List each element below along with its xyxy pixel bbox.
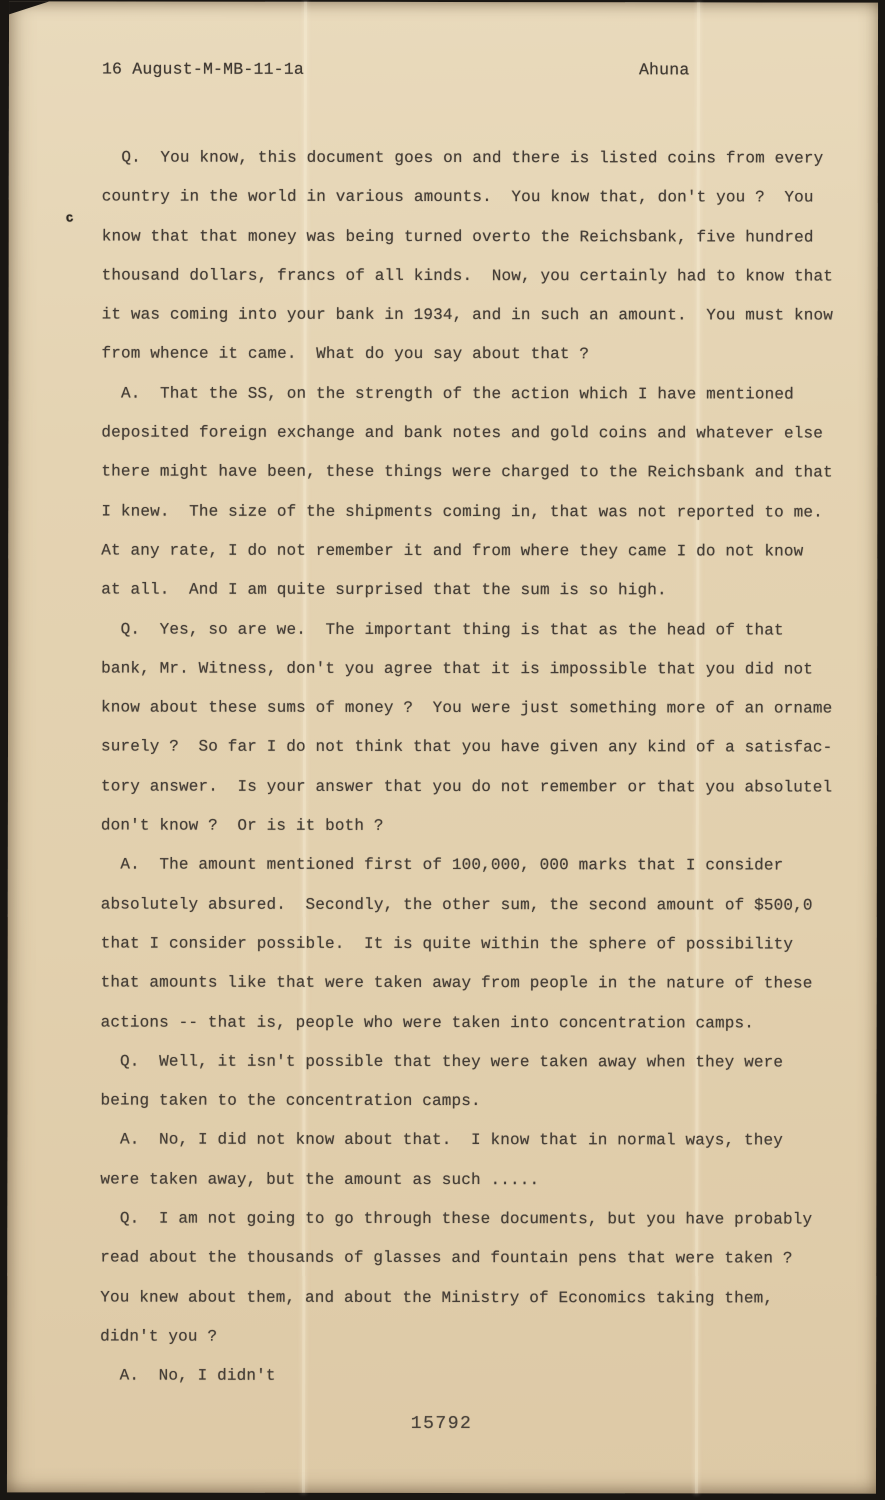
transcript-line: Q. Well, it isn't possible that they were taken away when they were bbox=[100, 1052, 784, 1072]
paper-page bbox=[7, 1, 878, 1493]
transcript-line: there might have been, these things were charged to the Reichsbank and that bbox=[101, 462, 833, 482]
transcript-line: tory answer. Is your answer that you do not remember or that you absolutel bbox=[100, 777, 833, 797]
transcript-line: Q. I am not going to go through these documents, but you have probably bbox=[100, 1209, 813, 1229]
transcript-line: that I consider possible. It is quite within the sphere of possibility bbox=[100, 934, 794, 954]
transcript-line: were taken away, but the amount as such ..... bbox=[100, 1170, 540, 1189]
transcript-line: at all. And I am quite surprised that the sum is so high. bbox=[101, 580, 667, 600]
corner-shadow bbox=[9, 1, 49, 14]
transcript-line: A. That the SS, on the strength of the action which I have mentioned bbox=[101, 384, 794, 404]
transcript-line: read about the thousands of glasses and fountain pens that were taken ? bbox=[100, 1248, 793, 1268]
page-header bbox=[102, 60, 878, 80]
transcript-line: thousand dollars, francs of all kinds. Now, you certainly had to know that bbox=[101, 266, 834, 286]
transcript-line: absolutely absured. Secondly, the other sum, the second amount of $500,0 bbox=[100, 895, 813, 915]
reporter-name: Ahuna bbox=[638, 60, 690, 80]
transcript-line: A. The amount mentioned first of 100,000, 000 marks that I consider bbox=[100, 855, 784, 875]
transcript-line: Q. You know, this document goes on and there is listed coins from every bbox=[101, 148, 824, 168]
transcript-line: know about these sums of money ? You were just something more of an orname bbox=[101, 698, 833, 718]
transcript-line: it was coming into your bank in 1934, and in such an amount. You must know bbox=[101, 305, 833, 325]
transcript-line: deposited foreign exchange and bank notes and gold coins and whatever else bbox=[101, 423, 824, 443]
transcript-line: that amounts like that were taken away from people in the nature of these bbox=[100, 973, 813, 993]
transcript-line: I knew. The size of the shipments coming in, that was not reported to me. bbox=[101, 502, 823, 522]
transcript-line: being taken to the concentration camps. bbox=[100, 1091, 481, 1111]
transcript-line: don't know ? Or is it both ? bbox=[100, 816, 384, 835]
page-number: 15792 bbox=[410, 1413, 473, 1435]
transcript-line: country in the world in various amounts. You know that, don't you ? You bbox=[101, 187, 814, 207]
transcript-line: from whence it came. What do you say about that ? bbox=[101, 345, 590, 364]
transcript-line: You knew about them, and about the Ministry of Economics taking them, bbox=[100, 1288, 774, 1308]
transcript-line: A. No, I didn't bbox=[100, 1366, 276, 1385]
transcript-line: bank, Mr. Witness, don't you agree that it is impossible that you did not bbox=[101, 659, 813, 679]
transcript-body bbox=[100, 139, 842, 1398]
stray-margin-mark: c bbox=[64, 210, 75, 226]
transcript-line: surely ? So far I do not think that you have given any kind of a satisfac- bbox=[100, 737, 833, 757]
transcript-line: didn't you ? bbox=[100, 1327, 218, 1346]
document-id: 16 August-M-MB-11-1a bbox=[101, 59, 305, 79]
transcript-line: Q. Yes, so are we. The important thing is that as the head of that bbox=[101, 620, 784, 640]
transcript-line: At any rate, I do not remember it and from where they came I do not know bbox=[101, 541, 804, 561]
transcript-line: know that that money was being turned overto the Reichsbank, five hundred bbox=[101, 227, 814, 247]
transcript-line: actions -- that is, people who were taken into concentration camps. bbox=[100, 1013, 754, 1032]
transcript-line: A. No, I did not know about that. I know that in normal ways, they bbox=[100, 1130, 784, 1150]
